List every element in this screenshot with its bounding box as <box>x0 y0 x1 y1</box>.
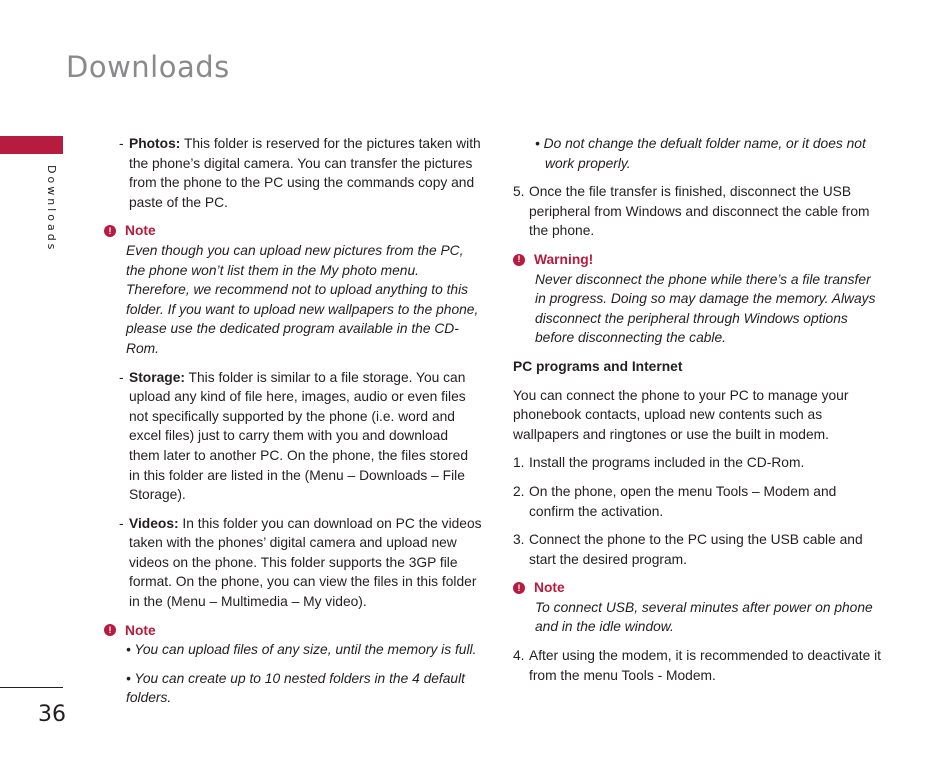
dash-marker: - <box>119 515 124 531</box>
step-item <box>513 646 883 685</box>
step-number: 1. <box>513 455 525 471</box>
step-number: 2. <box>513 483 525 499</box>
warning-title: Warning! <box>534 251 594 267</box>
step-text: On the phone, open the menu Tools – Modem and confirm the activation. <box>529 483 837 519</box>
dash-marker: - <box>119 369 124 385</box>
note-callout <box>104 621 482 708</box>
footer-divider <box>0 687 63 688</box>
side-section-label: Downloads <box>45 165 58 253</box>
step-text: Once the file transfer is finished, disconnect the USB peripheral from Windows and disconnect the cable from the phone. <box>529 184 870 239</box>
step-item <box>513 182 883 241</box>
note-title: Note <box>534 580 565 596</box>
storage-item <box>104 368 482 505</box>
note-body: To connect USB, several minutes after power on phone and in the idle window. <box>535 599 873 635</box>
folder-name-bullet: • Do not change the defualt folder name, or it does not work properly. <box>535 136 866 171</box>
alert-icon: ! <box>104 624 116 636</box>
videos-text: In this folder you can download on PC the videos taken with the phones’ digital camera and upload new videos on the phone. This folder supports the 3GP file format. On the phone, you can view the files in this folder in the (Menu – Multimedia – My video). <box>129 515 482 610</box>
alert-icon: ! <box>513 254 525 266</box>
step-number: 4. <box>513 648 525 664</box>
step-number: 5. <box>513 184 525 200</box>
videos-label: Videos: <box>129 515 179 531</box>
note-bullet: • You can create up to 10 nested folders in the 4 default folders. <box>126 670 466 706</box>
step-number: 3. <box>513 532 525 548</box>
step-text: After using the modem, it is recommended to deactivate it from the menu Tools - Modem. <box>529 648 881 683</box>
warning-body: Never disconnect the phone while there’s a file transfer in progress. Doing so may damage the memory. Always disconnect the peripheral through Windows options before disconnecting the cable. <box>535 271 876 346</box>
note-heading <box>104 221 482 241</box>
intro-paragraph: You can connect the phone to your PC to manage your phonebook contacts, upload new contents such as wallpapers and ringtones or use the built in modem. <box>513 387 849 442</box>
note-title: Note <box>125 622 156 638</box>
alert-icon: ! <box>513 582 525 594</box>
note-heading <box>513 578 883 598</box>
right-column <box>513 134 883 694</box>
videos-item <box>104 514 482 612</box>
note-bullet: • You can upload files of any size, until the memory is full. <box>126 642 477 658</box>
section-tab-marker <box>0 136 63 154</box>
note-callout <box>104 221 482 358</box>
page-title: Downloads <box>66 50 230 84</box>
note-title: Note <box>125 223 156 239</box>
step-text: Connect the phone to the PC using the USB cable and start the desired program. <box>529 532 863 567</box>
left-column <box>104 134 482 717</box>
photos-label: Photos: <box>129 136 181 151</box>
alert-icon: ! <box>104 225 116 237</box>
note-body <box>104 640 482 708</box>
note-heading <box>104 621 482 641</box>
dash-marker: - <box>119 136 124 151</box>
step-item <box>513 530 883 569</box>
warning-callout <box>513 250 883 348</box>
storage-text: This folder is similar to a file storage. You can upload any kind of file here, images, audio or even files not specifically supported by the phone (i.e. word and excel files) just to carry them with you and download them later to another PC. On the phone, the files stored in this folder are listed in the (Menu – Downloads – File Storage). <box>129 369 468 503</box>
step-item <box>513 482 883 521</box>
step-item <box>513 453 883 473</box>
note-callout <box>513 578 883 637</box>
storage-label: Storage: <box>129 369 185 385</box>
step-text: Install the programs included in the CD-Rom. <box>529 455 805 471</box>
section-heading: PC programs and Internet <box>513 358 683 374</box>
page-number: 36 <box>38 702 66 727</box>
photos-text: This folder is reserved for the pictures taken with the phone’s digital camera. You can transfer the pictures from the phone to the PC using the commands copy and paste of the PC. <box>129 136 481 210</box>
warning-heading <box>513 250 883 270</box>
photos-item <box>104 134 482 212</box>
note-body: Even though you can upload new pictures from the PC, the phone won’t list them in the My photo menu. Therefore, we recommend not to upload anything to this folder. If you want to upload new wallpapers to the phone, please use the dedicated program available in the CD-Rom. <box>126 242 479 356</box>
